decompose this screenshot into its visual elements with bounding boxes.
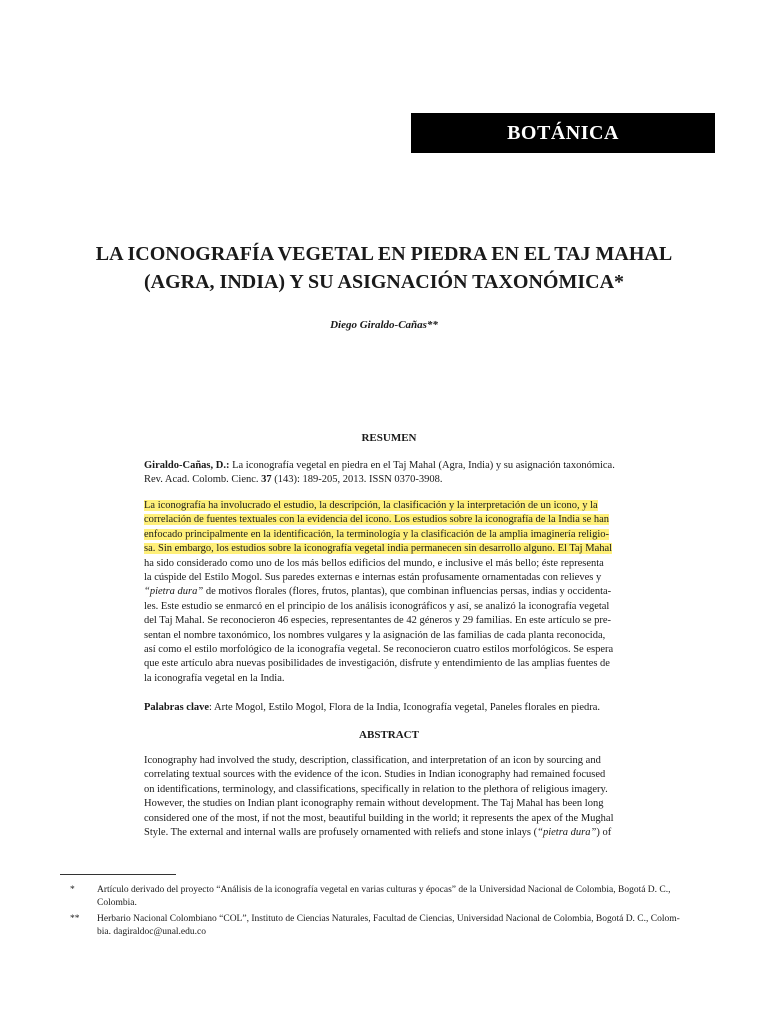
abstract-line: correlating textual sources with the evidence of the icon. Studies in Indian iconography had remained focused	[144, 769, 606, 781]
resumen-line	[144, 528, 640, 542]
article-title	[60, 240, 708, 296]
citation	[144, 459, 640, 488]
footnote-line: Herbario Nacional Colombiano “COL”, Instituto de Ciencias Naturales, Facultad de Ciencias, Universidad Nacional de Colombia, Bogotá D. C., Colom-	[97, 914, 680, 924]
abstract-line	[144, 826, 640, 840]
highlighted-text: correlación de fuentes textuales con la evidencia del icono. Los estudios sobre la iconografía de la India se han	[144, 514, 610, 526]
footnote-line: bia. dagiraldoc@unal.edu.co	[97, 927, 206, 937]
footnote-text	[97, 884, 717, 910]
citation-volume: 37	[261, 474, 272, 486]
resumen-line	[144, 585, 640, 599]
citation-author: Giraldo-Cañas, D.:	[144, 460, 230, 471]
footnote-text	[97, 913, 717, 939]
pietra-dura-term: “pietra dura”	[537, 827, 597, 839]
resumen-body	[144, 499, 640, 686]
section-banner	[411, 113, 715, 153]
citation-pages: (143): 189-205, 2013. ISSN 0370-3908.	[271, 474, 443, 486]
keywords-line	[144, 701, 640, 715]
highlighted-text: La iconografía ha involucrado el estudio, la descripción, la clasificación y la interpretación de un icono, y la	[144, 500, 598, 511]
resumen-line: del Taj Mahal. Se reconocieron 46 especies, representantes de 42 géneros y 29 familias. En este artículo se pre-	[144, 615, 612, 627]
resumen-line: la cúspide del Estilo Mogol. Sus paredes externas e internas están profusamente ornamentadas con relieves y	[144, 572, 602, 584]
abstract-line: However, the studies on Indian plant iconography remain without development. The Taj Mahal has been long	[144, 798, 604, 810]
keywords	[144, 701, 640, 715]
resumen-line: así como el estilo morfológico de la iconografía vegetal. Se reconocieron cuatro estilos morfológicos. Se espera	[144, 644, 614, 656]
resumen-line: que este artículo abra nuevas posibilidades de investigación, disfrute y entendimiento de las amplias fuentes de	[144, 658, 610, 670]
title-line-2: (AGRA, INDIA) Y SU ASIGNACIÓN TAXONÓMICA*	[143, 271, 625, 293]
author-name: Diego Giraldo-Cañas**	[330, 319, 438, 331]
abstract-text: Style. The external and internal walls are profusely ornamented with reliefs and stone inlays (	[144, 827, 538, 839]
citation-line-2	[144, 473, 640, 487]
footnote-line: Artículo derivado del proyecto “Análisis de la iconografía vegetal en varias culturas y épocas” de la Universidad Nacional de Colombia, Bogotá D. C.,	[97, 885, 671, 895]
resumen-line: sentan el nombre taxonómico, los nombres vulgares y la asignación de las familias de cada planta reconocida,	[144, 629, 606, 641]
keywords-label: Palabras clave	[144, 702, 210, 713]
abstract-body	[144, 754, 640, 840]
highlighted-text: enfocado principalmente en la identificación, la terminología y la clasificación de la amplia imaginería religio-	[144, 528, 610, 540]
resumen-heading: RESUMEN	[361, 432, 417, 444]
abstract-line: Iconography had involved the study, description, classification, and interpretation of an icon by sourcing and	[144, 755, 601, 766]
abstract-line: on identifications, terminology, and classifications, specifically in relation to the plethora of religious imagery.	[144, 783, 608, 795]
abstract-line: considered one of the most, if not the most, beautiful building in the world; it represents the apex of the Mughal	[144, 812, 614, 824]
resumen-text: de motivos florales (flores, frutos, plantas), que combinan influencias persas, indias y occidenta-	[205, 586, 612, 598]
abstract-text: ) of	[596, 827, 612, 839]
resumen-line: la iconografía vegetal en la India.	[144, 672, 285, 684]
pietra-dura-term: “pietra dura”	[144, 586, 204, 598]
abstract-heading: ABSTRACT	[359, 729, 419, 741]
highlighted-text	[144, 543, 612, 554]
resumen-line: les. Este estudio se enmarcó en el principio de los análisis iconográficos y así, se analizó la iconografía vegetal	[144, 600, 610, 612]
resumen-line	[144, 542, 640, 556]
resumen-text: El Taj Mahal	[554, 543, 613, 555]
resumen-line	[144, 499, 640, 513]
resumen-line	[144, 513, 640, 527]
citation-journal: Rev. Acad. Colomb. Cienc.	[144, 474, 262, 486]
footnote-mark: **	[70, 914, 80, 924]
resumen-text: sa. Sin embargo, los estudios sobre la iconografía vegetal india permanecen sin desarrollo alguno.	[144, 543, 555, 555]
footnote-mark: *	[70, 885, 75, 895]
footnote-line: Colombia.	[97, 898, 137, 908]
section-label: BOTÁNICA	[507, 121, 619, 144]
citation-title: La iconografía vegetal en piedra en el Taj Mahal (Agra, India) y su asignación taxonómica.	[229, 460, 615, 471]
citation-line-1	[144, 459, 640, 473]
footnote-divider	[60, 874, 176, 875]
title-line-1: LA ICONOGRAFÍA VEGETAL EN PIEDRA EN EL TAJ MAHAL	[95, 243, 673, 265]
resumen-line: ha sido considerado como uno de los más bellos edificios del mundo, e inclusive el más bello; éste representa	[144, 557, 604, 569]
keywords-text: : Arte Mogol, Estilo Mogol, Flora de la India, Iconografía vegetal, Paneles florales en piedra.	[209, 702, 601, 713]
